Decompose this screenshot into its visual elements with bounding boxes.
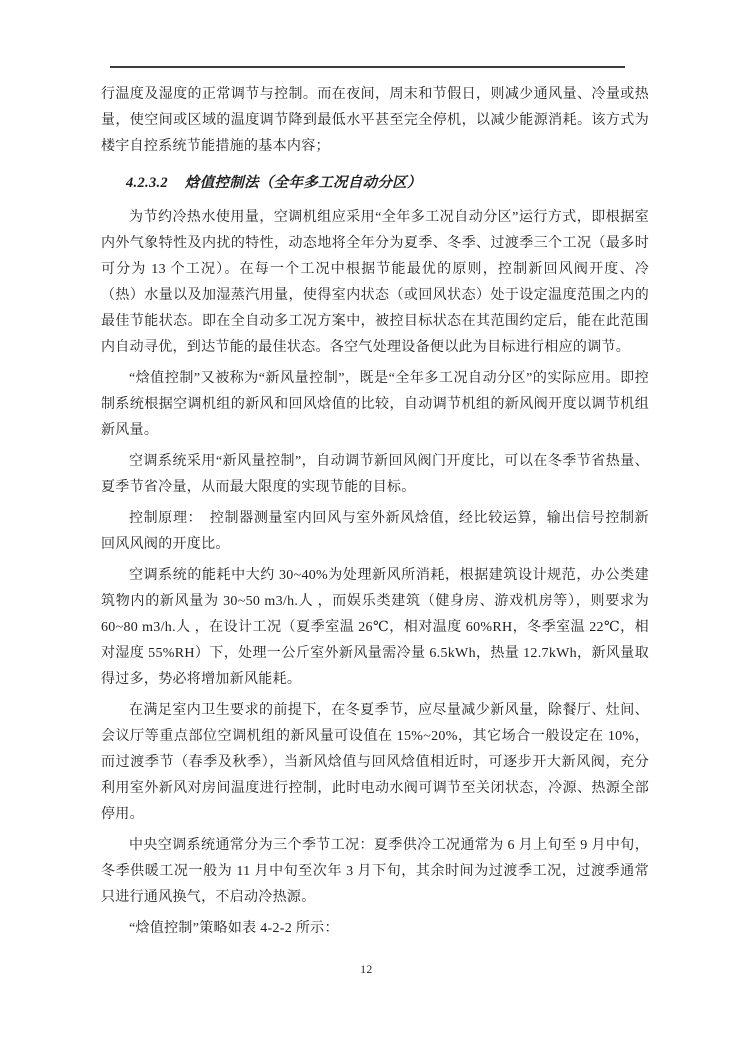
page-footer (0, 960, 733, 978)
paragraph: “焓值控制”又被称为“新风量控制”，既是“全年多工况自动分区”的实际应用。即控制系统根据空调机组的新风和回风焓值的比较，自动调节机组的新风阀开度以调节机组新风量。 (101, 371, 649, 438)
paragraph: 控制原理： 控制器测量室内回风与室外新风焓值，经比较运算，输出信号控制新回风风阀的开度比。 (101, 511, 649, 552)
paragraph: “焓值控制”策略如表 4-2-2 所示： (129, 921, 339, 936)
document-body (101, 82, 649, 947)
paragraph-continuation: 行温度及湿度的正常调节与控制。而在夜间，周末和节假日，则减少通风量、冷量或热量，使空间或区域的温度调节降到最低水平甚至完全停机，以减少能源消耗。该方式为楼宇自控系统节能措施的基本内容； (101, 87, 649, 154)
paragraph: 空调系统采用“新风量控制”，自动调节新回风阀门开度比，可以在冬季节省热量、夏季节省冷量，从而最大限度的实现节能的目标。 (101, 454, 649, 495)
section-title: 焓值控制法（全年多工况自动分区） (184, 175, 422, 191)
paragraph: 空调系统的能耗中大约 30~40%为处理新风所消耗，根据建筑设计规范，办公类建筑物内的新风量为 30~50 m3/h.人 ，而娱乐类建筑（健身房、游戏机房等），则要求为 60~80 m3/h.人 ，在设计工况（夏季室温 26℃，相对温度 60%RH，冬季室温 22℃，相对湿度 55%RH）下，处理一公斤室外新风量需冷量 6.5kWh，热量 12.7kWh，新风量取得过多，势必将增加新风能耗。 (101, 568, 649, 687)
section-number: 4.2.3.2 (126, 175, 168, 191)
page-number: 12 (360, 964, 373, 976)
paragraph: 为节约冷热水使用量，空调机组应采用“全年多工况自动分区”运行方式，即根据室内外气象特性及内扰的特性，动态地将全年分为夏季、冬季、过渡季三个工况（最多时可分为 13 个工况）。在每一个工况中根据节能最优的原则，控制新回风阀开度、冷（热）水量以及加湿蒸汽用量，使得室内状态（或回风状态）处于设定温度范围之内的最佳节能状态。即在全自动多工况方案中，被控目标状态在其范围约定后，能在此范围内自动寻优，到达节能的最佳状态。各空气处理设备便以此为目标进行相应的调节。 (101, 210, 649, 355)
header-divider-line (110, 66, 625, 68)
section-heading (101, 170, 649, 196)
paragraph: 中央空调系统通常分为三个季节工况：夏季供冷工况通常为 6 月上旬至 9 月中旬，冬季供暖工况一般为 11 月中旬至次年 3 月下旬，其余时间为过渡季工况，过渡季通常只进行通风换气，不启动冷热源。 (101, 838, 649, 905)
paragraph: 在满足室内卫生要求的前提下，在冬夏季节，应尽量减少新风量，除餐厅、灶间、会议厅等重点部位空调机组的新风量可设值在 15%~20%，其它场合一般设定在 10%，而过渡季节（春季及秋季），当新风焓值与回风焓值相近时，可逐步开大新风阀，充分利用室外新风对房间温度进行控制，此时电动水阀可调节至关闭状态，冷源、热源全部停用。 (101, 703, 649, 822)
